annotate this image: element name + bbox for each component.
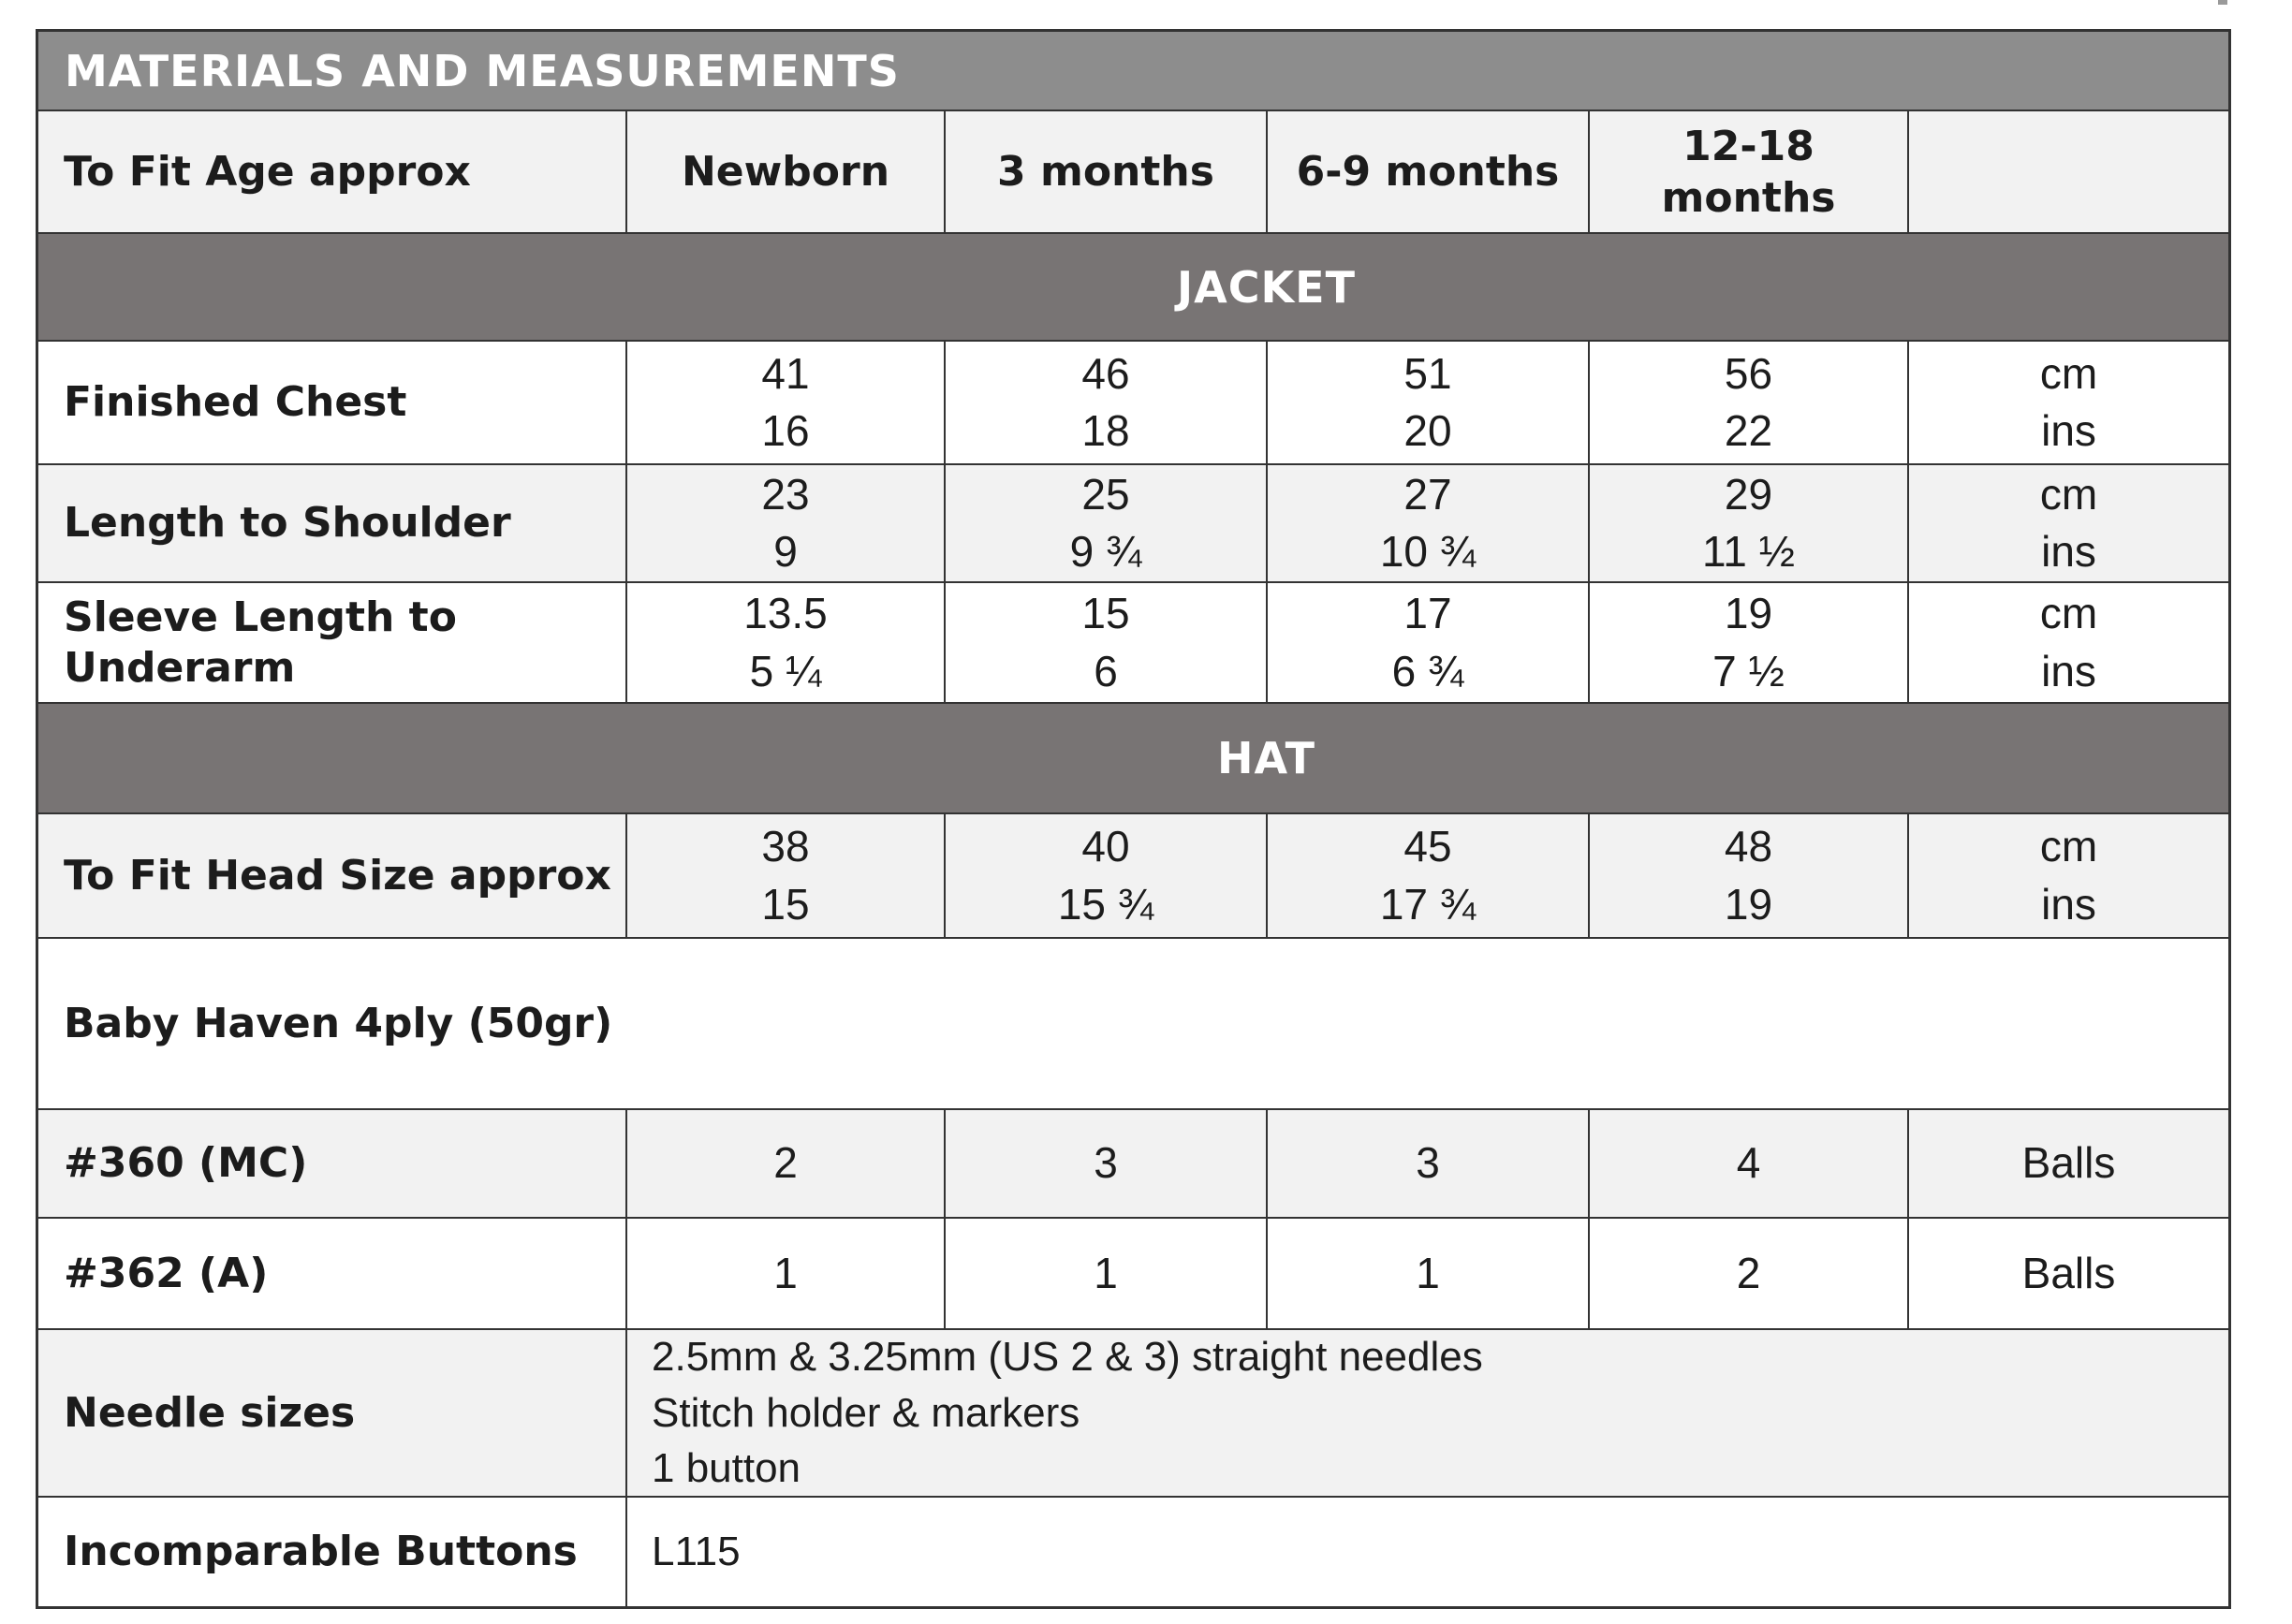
finished-chest-units — [1907, 342, 2228, 463]
sleeve-length-12-18m — [1588, 583, 1907, 702]
head-size-6-9m — [1266, 814, 1588, 937]
sleeve-length-newborn — [625, 583, 944, 702]
hat-band-spacer-left — [38, 704, 625, 812]
head-size-12-18m — [1588, 814, 1907, 937]
value-ins: 6 — [1094, 646, 1118, 695]
units-column-header — [1907, 111, 2228, 232]
hat-section-band — [38, 702, 2228, 812]
head-size-units — [1907, 814, 2228, 937]
yarn-mc-unit: Balls — [1907, 1110, 2228, 1217]
value-cm: 48 — [1724, 822, 1773, 871]
length-shoulder-newborn — [625, 465, 944, 581]
size-column-3-months: 3 months — [944, 111, 1266, 232]
jacket-band-label: JACKET — [1177, 261, 1356, 313]
yarn-a-row — [38, 1217, 2228, 1328]
yarn-a-newborn: 1 — [625, 1219, 944, 1328]
head-size-row — [38, 812, 2228, 937]
hat-band-label: HAT — [1217, 733, 1315, 783]
value-ins: 9 ¾ — [1069, 527, 1142, 576]
screen-edge-artifact — [2218, 0, 2227, 5]
unit-cm: cm — [2039, 469, 2098, 519]
needle-line-3: 1 button — [652, 1445, 801, 1492]
table-title: MATERIALS AND MEASUREMENTS — [65, 45, 900, 96]
buttons-label: Incomparable Buttons — [64, 1528, 578, 1576]
unit-ins: ins — [2041, 527, 2096, 576]
value-ins: 10 ¾ — [1379, 527, 1477, 576]
value-cm: 23 — [761, 469, 810, 519]
value-cm: 25 — [1081, 469, 1130, 519]
value-cm: 51 — [1403, 348, 1452, 398]
sleeve-length-units — [1907, 583, 2228, 702]
head-size-label: To Fit Head Size approx — [64, 851, 611, 900]
size-header-label: To Fit Age approx — [64, 147, 471, 196]
unit-cm: cm — [2039, 348, 2098, 398]
jacket-section-band — [38, 232, 2228, 340]
needle-sizes-label: Needle sizes — [64, 1388, 356, 1437]
jacket-band-spacer-right — [1907, 234, 2228, 340]
value-cm: 15 — [1081, 589, 1130, 638]
sleeve-length-6-9m — [1266, 583, 1588, 702]
value-cm: 46 — [1081, 348, 1130, 398]
head-size-3m — [944, 814, 1266, 937]
value-ins: 18 — [1081, 406, 1130, 455]
finished-chest-row — [38, 340, 2228, 463]
yarn-a-3m: 1 — [944, 1219, 1266, 1328]
value-ins: 11 ½ — [1702, 527, 1795, 576]
yarn-a-12-18m: 2 — [1588, 1219, 1907, 1328]
value-ins: 9 — [773, 527, 798, 576]
sleeve-length-label: Sleeve Length to Underarm — [64, 593, 457, 692]
value-cm: 56 — [1724, 348, 1773, 398]
value-ins: 6 ¾ — [1391, 646, 1464, 695]
yarn-heading: Baby Haven 4ply (50gr) — [64, 999, 613, 1047]
value-ins: 15 ¾ — [1057, 879, 1154, 929]
value-ins: 22 — [1724, 406, 1773, 455]
length-shoulder-units — [1907, 465, 2228, 581]
value-cm: 40 — [1081, 822, 1130, 871]
unit-ins: ins — [2041, 406, 2096, 455]
finished-chest-12-18m — [1588, 342, 1907, 463]
jacket-band-spacer-left — [38, 234, 625, 340]
finished-chest-6-9m — [1266, 342, 1588, 463]
unit-ins: ins — [2041, 879, 2096, 929]
value-cm: 29 — [1724, 469, 1773, 519]
yarn-a-unit: Balls — [1907, 1219, 2228, 1328]
table-title-band — [38, 32, 2228, 110]
needle-sizes-details — [625, 1330, 2228, 1496]
unit-cm: cm — [2039, 589, 2098, 638]
size-column-newborn: Newborn — [625, 111, 944, 232]
value-cm: 38 — [761, 822, 810, 871]
yarn-mc-3m: 3 — [944, 1110, 1266, 1217]
head-size-newborn — [625, 814, 944, 937]
value-ins: 7 ½ — [1712, 646, 1785, 695]
value-cm: 45 — [1403, 822, 1452, 871]
finished-chest-label: Finished Chest — [64, 378, 407, 427]
value-cm: 13.5 — [743, 589, 828, 638]
value-ins: 20 — [1403, 406, 1452, 455]
value-cm: 27 — [1403, 469, 1452, 519]
yarn-mc-newborn: 2 — [625, 1110, 944, 1217]
size-header-row — [38, 110, 2228, 232]
length-to-shoulder-row — [38, 463, 2228, 581]
materials-and-measurements-table — [36, 29, 2231, 1609]
needle-line-1: 2.5mm & 3.25mm (US 2 & 3) straight needles — [652, 1333, 1483, 1380]
sleeve-length-3m — [944, 583, 1266, 702]
value-cm: 17 — [1403, 589, 1452, 638]
yarn-mc-6-9m: 3 — [1266, 1110, 1588, 1217]
length-shoulder-3m — [944, 465, 1266, 581]
value-cm: 19 — [1724, 589, 1773, 638]
finished-chest-newborn — [625, 342, 944, 463]
length-to-shoulder-label: Length to Shoulder — [64, 499, 511, 548]
needle-line-2: Stitch holder & markers — [652, 1389, 1080, 1436]
size-column-6-9-months: 6-9 months — [1266, 111, 1588, 232]
value-ins: 19 — [1724, 879, 1773, 929]
yarn-heading-row — [38, 937, 2228, 1108]
yarn-mc-label: #360 (MC) — [64, 1139, 308, 1188]
hat-band-spacer-right — [1907, 704, 2228, 812]
length-shoulder-12-18m — [1588, 465, 1907, 581]
yarn-mc-row — [38, 1108, 2228, 1217]
yarn-a-6-9m: 1 — [1266, 1219, 1588, 1328]
value-cm: 41 — [761, 348, 810, 398]
length-shoulder-6-9m — [1266, 465, 1588, 581]
unit-ins: ins — [2041, 646, 2096, 695]
finished-chest-3m — [944, 342, 1266, 463]
yarn-a-label: #362 (A) — [64, 1249, 269, 1297]
buttons-row — [38, 1496, 2228, 1606]
value-ins: 5 ¼ — [749, 646, 822, 695]
size-column-12-18-months: 12-18 months — [1588, 111, 1907, 232]
needle-sizes-row — [38, 1328, 2228, 1496]
unit-cm: cm — [2039, 822, 2098, 871]
sleeve-length-row — [38, 581, 2228, 702]
value-ins: 17 ¾ — [1379, 879, 1477, 929]
value-ins: 15 — [761, 879, 810, 929]
yarn-mc-12-18m: 4 — [1588, 1110, 1907, 1217]
buttons-value: L115 — [625, 1498, 2228, 1606]
value-ins: 16 — [761, 406, 810, 455]
